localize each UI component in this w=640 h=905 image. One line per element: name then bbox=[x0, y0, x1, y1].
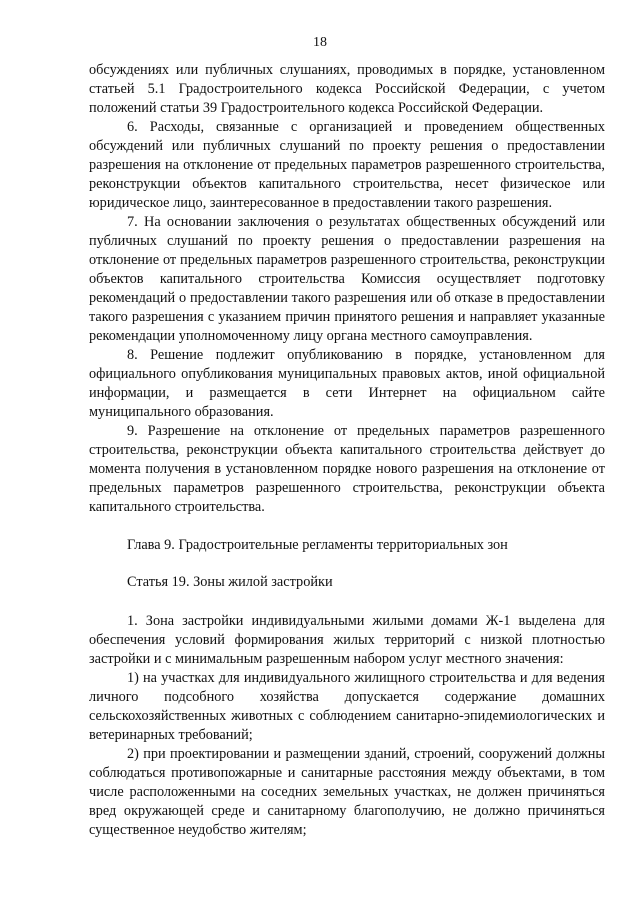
paragraph-7: 7. На основании заключения о результатах общественных обсуждений или публичных слушаний по проекту решения о предоставлении разрешения на отклонение от предельных параметров разрешенного строительства, реконструкции объектов капитального строительства Комиссия осуществляет подготовку рекомендаций о предоставлении такого разрешения или об отказе в предоставлении такого разрешения с указанием причин принятого решения и направляет указанные рекомендации уполномоченному лицу органа местного самоуправления. bbox=[89, 214, 605, 344]
article-heading: Статья 19. Зоны жилой застройки bbox=[127, 574, 333, 590]
paragraph-8: 8. Решение подлежит опубликованию в порядке, установленном для официального опубликования муниципальных правовых актов, иной официальной информации, и размещается в сети Интернет на официальном сайте муниципального образования. bbox=[89, 347, 605, 420]
paragraph-continuation: обсуждениях или публичных слушаниях, проводимых в порядке, установленном статьей 5.1 Градостроительного кодекса Российской Федерации, с учетом положений статьи 39 Градостроительного кодекса Российской Федерации. bbox=[89, 62, 605, 116]
article19-item-1: 1) на участках для индивидуального жилищного строительства и для ведения личного подсобного хозяйства допускается содержание домашних сельскохозяйственных животных с соблюдением санитарно-эпидемиологических и ветеринарных требований; bbox=[89, 670, 605, 743]
article19-item-2: 2) при проектировании и размещении зданий, строений, сооружений должны соблюдаться противопожарные и санитарные расстояния между объектами, в том числе расположенными на соседних земельных участках, не должен причиняться вред окружающей среде и санитарному благополучию, не должно причиняться существенное неудобство жителям; bbox=[89, 746, 605, 838]
paragraph-9: 9. Разрешение на отклонение от предельных параметров разрешенного строительства, реконструкции объекта капитального строительства действует до момента получения в установленном порядке нового разрешения на отклонение от предельных параметров разрешенного строительства, реконструкции объекта капитального строительства. bbox=[89, 423, 605, 515]
page-number: 18 bbox=[313, 35, 327, 50]
article19-paragraph-1: 1. Зона застройки индивидуальными жилыми домами Ж-1 выделена для обеспечения условий формирования жилых территорий с низкой плотностью застройки и с минимальным разрешенным набором услуг местного значения: bbox=[89, 613, 605, 667]
document-body bbox=[89, 61, 605, 840]
chapter-heading: Глава 9. Градостроительные регламенты территориальных зон bbox=[127, 537, 508, 553]
paragraph-6: 6. Расходы, связанные с организацией и проведением общественных обсуждений или публичных слушаний по проекту решения о предоставлении разрешения на отклонение от предельных параметров разрешенного строительства, реконструкции объектов капитального строительства, несет физическое или юридическое лицо, заинтересованное в предоставлении такого разрешения. bbox=[89, 119, 605, 211]
